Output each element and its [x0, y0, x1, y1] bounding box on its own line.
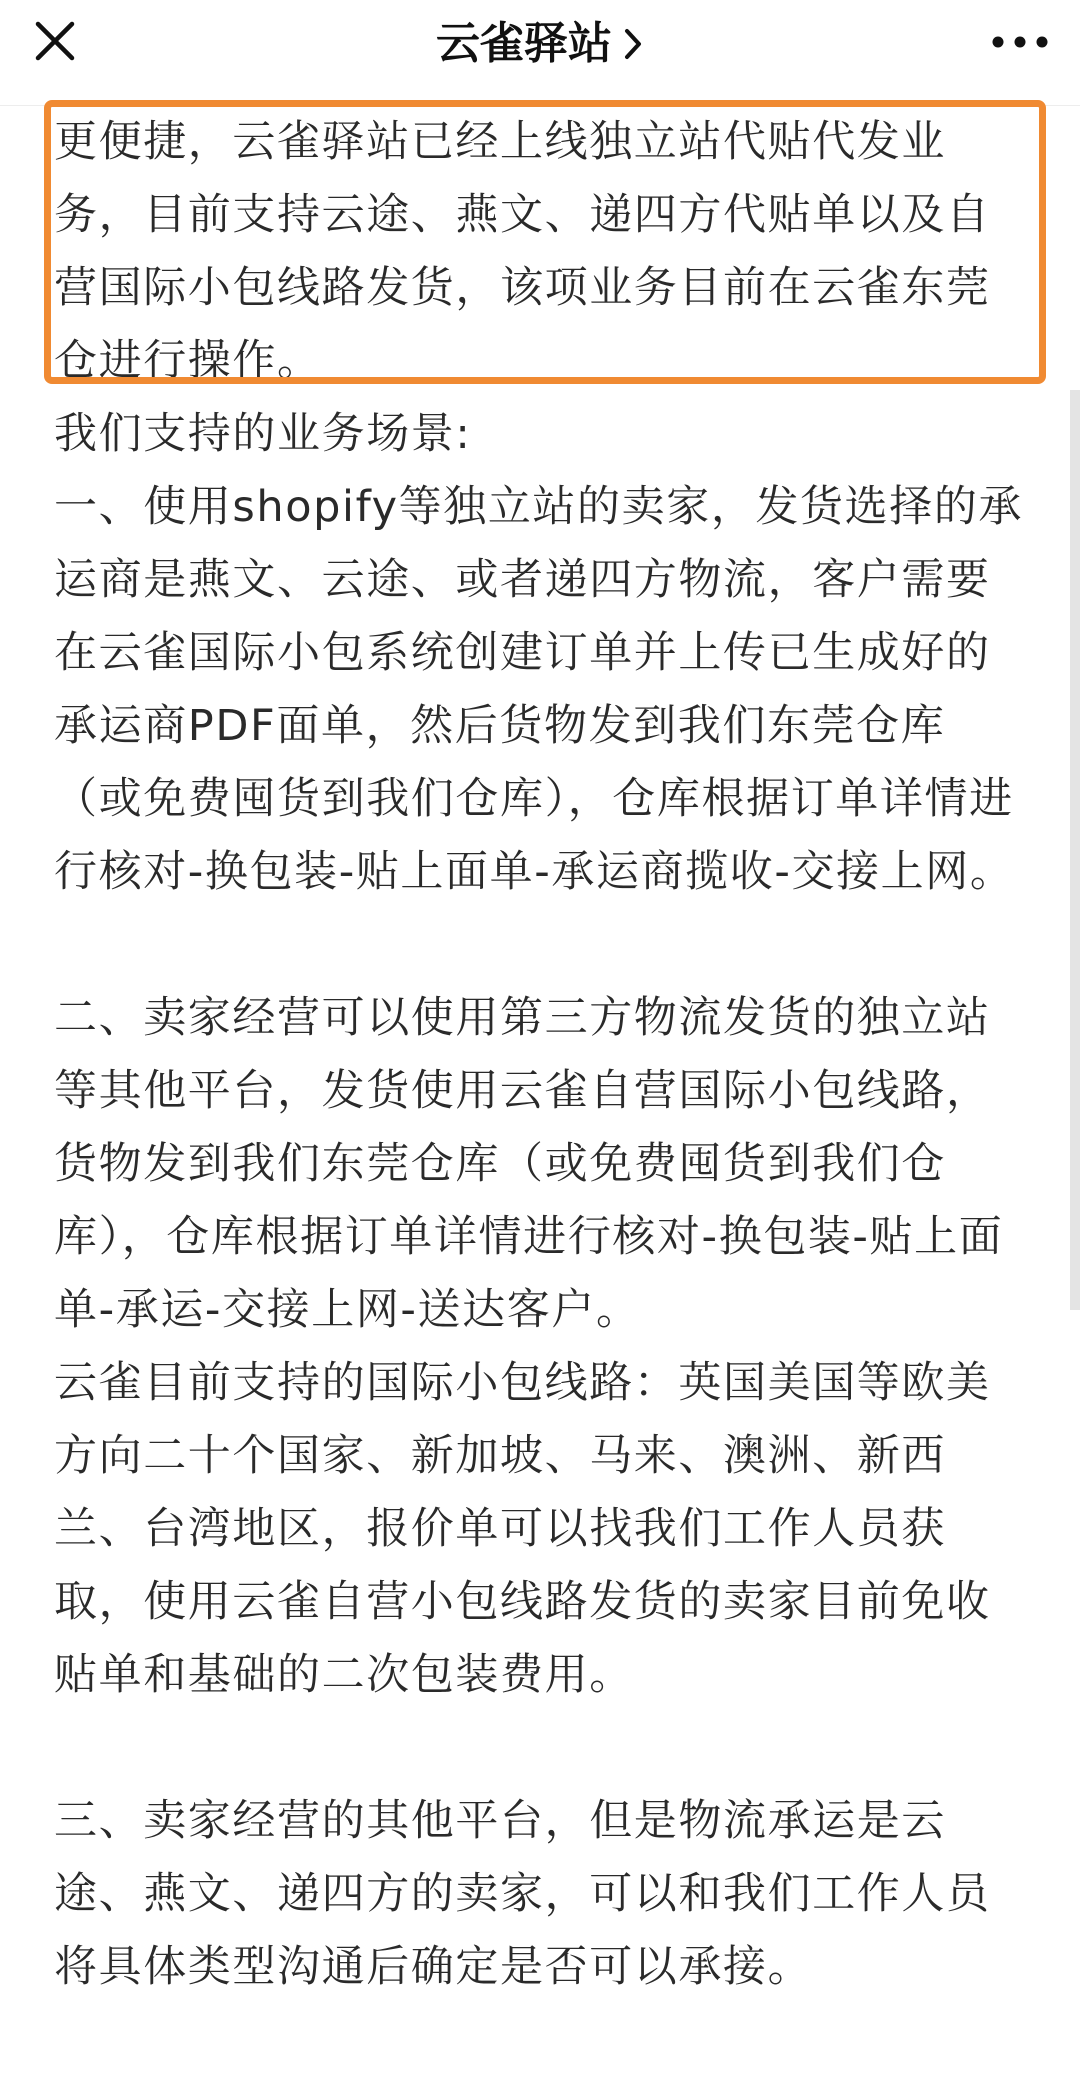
article-body	[0, 398, 1080, 2004]
highlighted-paragraph: 更便捷，云雀驿站已经上线独立站代贴代发业务，目前支持云途、燕文、递四方代贴单以及自营国际小包线路发货，该项业务目前在云雀东莞仓进行操作。	[54, 117, 991, 386]
scenario-2-paragraph: 二、卖家经营可以使用第三方物流发货的独立站等其他平台，发货使用云雀自营国际小包线路，货物发到我们东莞仓库（或免费囤货到我们仓库），仓库根据订单详情进行核对-换包装-贴上面单-承运-交接上网-送达客户。	[54, 993, 1004, 1335]
routes-paragraph: 云雀目前支持的国际小包线路：英国美国等欧美方向二十个国家、新加坡、马来、澳洲、新西兰、台湾地区，报价单可以找我们工作人员获取，使用云雀自营小包线路发货的卖家目前免收贴单和基础的二次包装费用。	[54, 1358, 991, 1700]
chevron-right-icon	[622, 26, 644, 62]
page-title[interactable]	[0, 14, 1080, 74]
more-icon[interactable]	[988, 20, 1052, 64]
scenario-1-paragraph: 一、使用shopify等独立站的卖家，发货选择的承运商是燕文、云途、或者递四方物流，客户需要在云雀国际小包系统创建订单并上传已生成好的承运商PDF面单，然后货物发到我们东莞仓库（或免费囤货到我们仓库），仓库根据订单详情进行核对-换包装-贴上面单-承运商揽收-交接上网。	[54, 482, 1024, 897]
scenario-3-paragraph: 三、卖家经营的其他平台，但是物流承运是云途、燕文、递四方的卖家，可以和我们工作人员将具体类型沟通后确定是否可以承接。	[54, 1796, 991, 1992]
top-bar	[0, 0, 1080, 106]
intro-line: 我们支持的业务场景:	[54, 409, 472, 459]
page-title-text: 云雀驿站	[436, 18, 612, 69]
